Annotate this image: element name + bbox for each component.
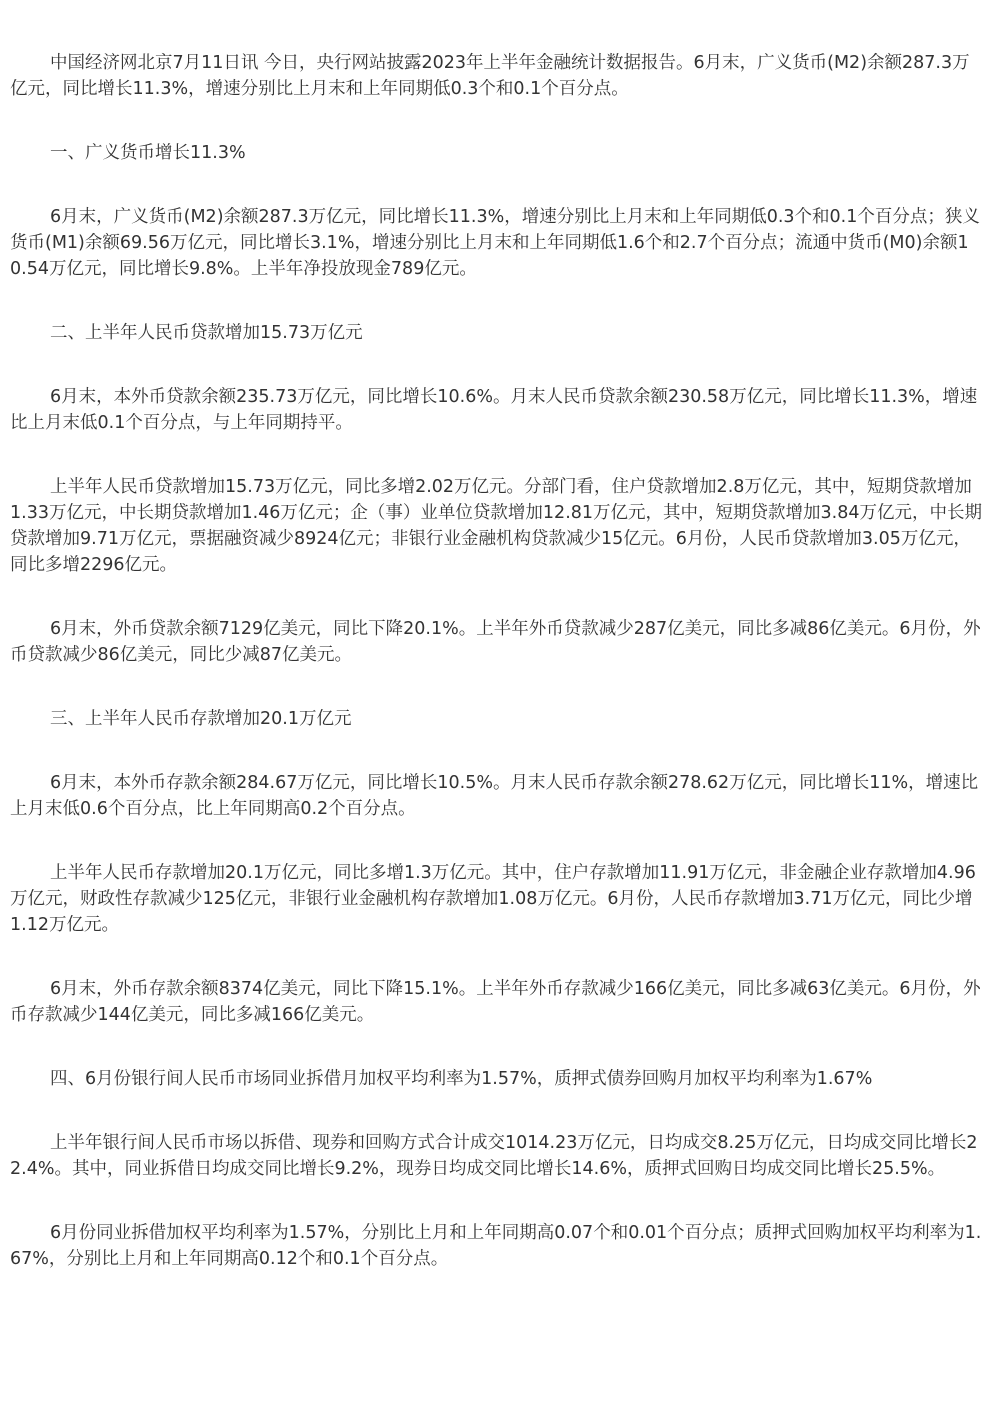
paragraph-deposit-increase: 上半年人民币存款增加20.1万亿元，同比多增1.3万亿元。其中，住户存款增加11.91万亿元，非金融企业存款增加4.96万亿元，财政性存款减少125亿元，非银行业金融机构存款增加1.08万亿元。6月份，人民币存款增加3.71万亿元，同比少增1.12万亿元。: [10, 863, 976, 935]
paragraph-loan-balance: 6月末，本外币贷款余额235.73万亿元，同比增长10.6%。月末人民币贷款余额230.58万亿元，同比增长11.3%，增速比上月末低0.1个百分点，与上年同期持平。: [10, 387, 978, 433]
paragraph-m2-detail: 6月末，广义货币(M2)余额287.3万亿元，同比增长11.3%，增速分别比上月末和上年同期低0.3个和0.1个百分点；狭义货币(M1)余额69.56万亿元，同比增长3.1%，增速分别比上月末和上年同期低1.6个和2.7个百分点；流通中货币(M0)余额10.54万亿元，同比增长9.8%。上半年净投放现金789亿元。: [10, 207, 980, 279]
paragraph-loan-increase: 上半年人民币贷款增加15.73万亿元，同比多增2.02万亿元。分部门看，住户贷款增加2.8万亿元，其中，短期贷款增加1.33万亿元，中长期贷款增加1.46万亿元；企（事）业单位贷款增加12.81万亿元，其中，短期贷款增加3.84万亿元，中长期贷款增加9.71万亿元，票据融资减少8924亿元；非银行业金融机构贷款减少15亿元。6月份，人民币贷款增加3.05万亿元，同比多增2296亿元。: [10, 477, 982, 575]
lead-paragraph: 中国经济网北京7月11日讯 今日，央行网站披露2023年上半年金融统计数据报告。6月末，广义货币(M2)余额287.3万亿元，同比增长11.3%，增速分别比上月末和上年同期低0.3个和0.1个百分点。: [10, 53, 970, 99]
section-heading-interbank: 四、6月份银行间人民币市场同业拆借月加权平均利率为1.57%，质押式债券回购月加权平均利率为1.67%: [50, 1069, 873, 1089]
section-heading-deposits: 三、上半年人民币存款增加20.1万亿元: [50, 709, 352, 729]
section-heading-loans: 二、上半年人民币贷款增加15.73万亿元: [50, 323, 363, 343]
article-body: [10, 50, 985, 1310]
paragraph-deposit-balance: 6月末，本外币存款余额284.67万亿元，同比增长10.5%。月末人民币存款余额278.62万亿元，同比增长11%，增速比上月末低0.6个百分点，比上年同期高0.2个百分点。: [10, 773, 979, 819]
paragraph-interbank-volume: 上半年银行间人民币市场以拆借、现券和回购方式合计成交1014.23万亿元，日均成交8.25万亿元，日均成交同比增长22.4%。其中，同业拆借日均成交同比增长9.2%，现券日均成交同比增长14.6%，质押式回购日均成交同比增长25.5%。: [10, 1133, 978, 1179]
paragraph-foreign-deposits: 6月末，外币存款余额8374亿美元，同比下降15.1%。上半年外币存款减少166亿美元，同比多减63亿美元。6月份，外币存款减少144亿美元，同比多减166亿美元。: [10, 979, 981, 1025]
paragraph-foreign-loans: 6月末，外币贷款余额7129亿美元，同比下降20.1%。上半年外币贷款减少287亿美元，同比多减86亿美元。6月份，外币贷款减少86亿美元，同比少减87亿美元。: [10, 619, 981, 665]
section-heading-m2: 一、广义货币增长11.3%: [50, 143, 246, 163]
paragraph-interbank-rates: 6月份同业拆借加权平均利率为1.57%，分别比上月和上年同期高0.07个和0.01个百分点；质押式回购加权平均利率为1.67%，分别比上月和上年同期高0.12个和0.1个百分点。: [10, 1223, 982, 1269]
